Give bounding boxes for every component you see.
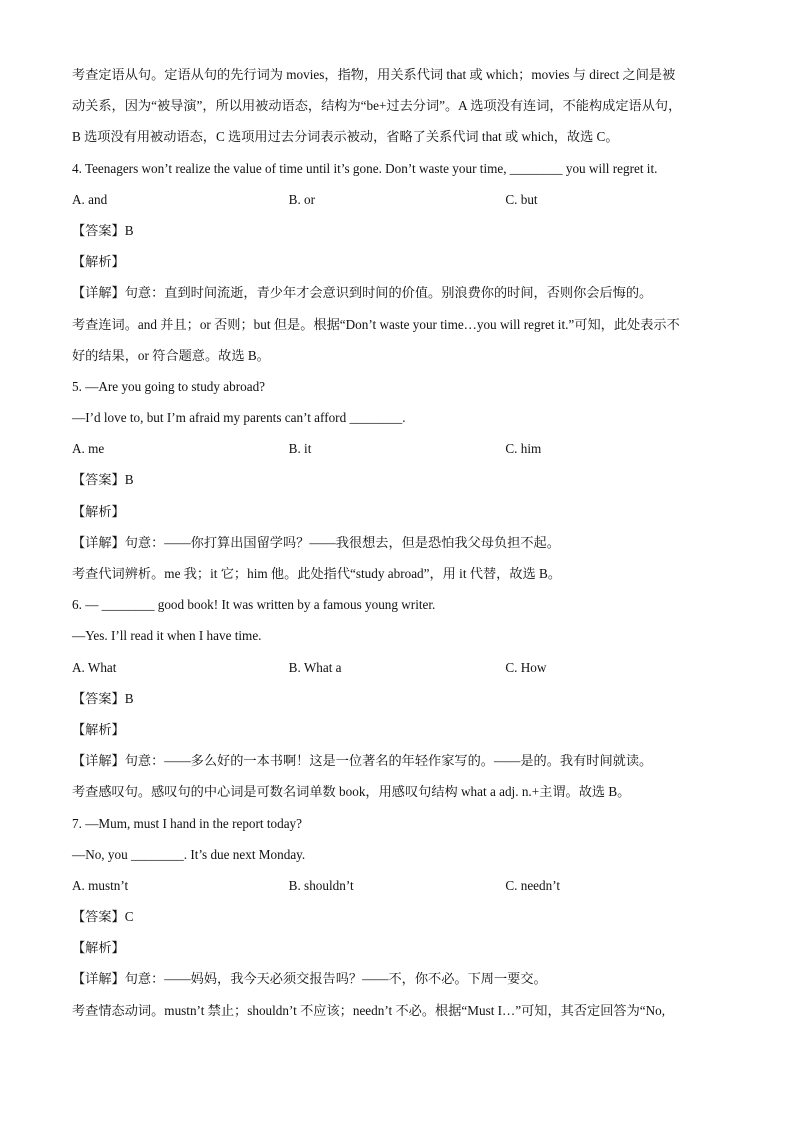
options-row	[72, 875, 722, 906]
analysis-label: 【解析】	[72, 940, 125, 956]
question-6	[72, 594, 722, 812]
option-b: B. it	[288, 441, 312, 457]
options-row	[72, 657, 722, 688]
question-5	[72, 376, 722, 594]
document-page	[72, 64, 722, 1031]
intro-line: 考查定语从句。定语从句的先行词为 movies，指物，用关系代词 that 或 which；movies 与 direct 之间是被	[72, 67, 676, 82]
option-a: A. and	[72, 191, 108, 207]
explanation-line: 考查情态动词。mustn’t 禁止；shouldn’t 不应该；needn’t 不必。根据“Must I…”可知，其否定回答为“No,	[72, 1002, 666, 1018]
option-b: B. What a	[288, 659, 342, 675]
explanation-line: 考查连词。and 并且；or 否则；but 但是。根据“Don’t waste your time…you will regret it.”可知，此处表示不	[72, 316, 680, 332]
answer-line: 【答案】C	[72, 909, 134, 925]
explanation-line: 【详解】句意：直到时间流逝，青少年才会意识到时间的价值。别浪费你的时间，否则你会后悔的。	[72, 285, 653, 301]
option-b: B. or	[288, 191, 316, 207]
question-stem: 6. — ________ good book! It was written by a famous young writer.	[72, 597, 436, 613]
question-stem: —I’d love to, but I’m afraid my parents can’t afford ________.	[72, 410, 406, 426]
analysis-label: 【解析】	[72, 254, 125, 270]
question-4	[72, 158, 722, 376]
intro-line: 动关系，因为“被导演”，所以用被动语态，结构为“be+过去分词”。A 选项没有连词，不能构成定语从句，	[72, 98, 682, 114]
explanation-line: 好的结果，or 符合题意。故选 B。	[72, 347, 270, 363]
question-stem: 7. —Mum, must I hand in the report today?	[72, 815, 303, 831]
question-stem: 4. Teenagers won’t realize the value of time until it’s gone. Don’t waste your time, ________ you will regret it.	[72, 160, 658, 176]
analysis-label: 【解析】	[72, 503, 125, 519]
option-c: C. How	[505, 659, 547, 675]
explanation-line: 【详解】句意：——你打算出国留学吗？——我很想去，但是恐怕我父母负担不起。	[72, 534, 560, 550]
option-c: C. him	[505, 441, 542, 457]
options-row	[72, 438, 722, 469]
answer-line: 【答案】B	[72, 472, 134, 488]
question-stem: —Yes. I’ll read it when I have time.	[72, 628, 262, 644]
option-c: C. but	[505, 191, 538, 207]
question-stem: —No, you ________. It’s due next Monday.	[72, 846, 306, 862]
explanation-line: 【详解】句意：——妈妈，我今天必须交报告吗？——不，你不必。下周一要交。	[72, 971, 547, 987]
analysis-label: 【解析】	[72, 721, 125, 737]
option-c: C. needn’t	[505, 877, 561, 893]
answer-line: 【答案】B	[72, 690, 134, 706]
question-7	[72, 813, 722, 1031]
explanation-line: 考查代词辨析。me 我；it 它；him 他。此处指代“study abroad”，用 it 代替，故选 B。	[72, 566, 562, 581]
intro-line: B 选项没有用被动语态，C 选项用过去分词表示被动，省略了关系代词 that 或 which，故选 C。	[72, 129, 619, 145]
answer-line: 【答案】B	[72, 222, 134, 238]
option-a: A. What	[72, 659, 117, 675]
options-row	[72, 189, 722, 220]
option-a: A. mustn’t	[72, 877, 129, 893]
question-stem: 5. —Are you going to study abroad?	[72, 378, 266, 394]
explanation-line: 【详解】句意：——多么好的一本书啊！这是一位著名的年轻作家写的。——是的。我有时间就读。	[72, 753, 653, 769]
explanation-line: 考查感叹句。感叹句的中心词是可数名词单数 book，用感叹句结构 what a adj. n.+主谓。故选 B。	[72, 784, 631, 800]
option-a: A. me	[72, 441, 105, 457]
option-b: B. shouldn’t	[288, 877, 354, 893]
